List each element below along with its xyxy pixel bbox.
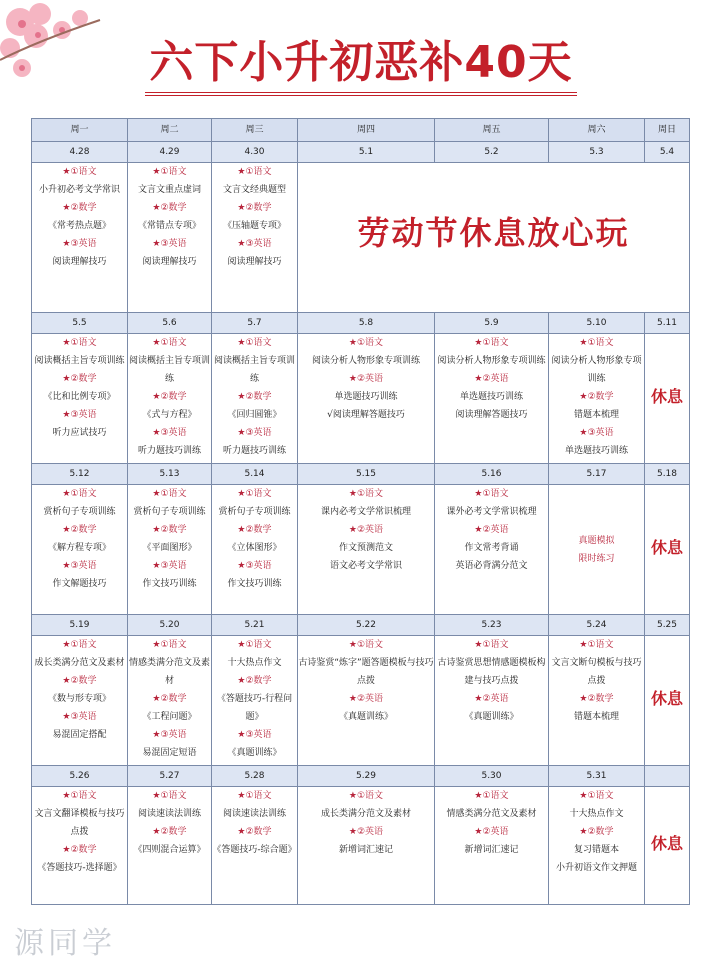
task-line: 文言文断句模板与技巧点拨: [551, 658, 642, 686]
task-line: 错题本梳理: [573, 410, 619, 420]
task-line: ★②英语: [348, 827, 384, 837]
holiday-cell: [298, 163, 690, 313]
task-line: 易混固定短语: [142, 748, 197, 758]
day-cell: [298, 485, 435, 615]
day-cell: [32, 163, 128, 313]
task-line: 课内必考文学常识梳理: [320, 507, 411, 517]
rest-label: 休息: [650, 834, 683, 853]
header-tue: 周二: [128, 119, 212, 142]
day-cell: [128, 787, 212, 905]
task-line: 十大热点作文: [569, 809, 624, 819]
task-row: [32, 787, 690, 905]
task-line: 阅读理解答题技巧: [455, 410, 528, 420]
task-line: ★①语文: [579, 791, 614, 801]
day-cell: [298, 787, 435, 905]
task-line: ★②数学: [152, 203, 187, 213]
task-line: ★②数学: [62, 374, 97, 384]
date-cell: 5.2: [435, 142, 549, 163]
task-line: ★②英语: [474, 374, 509, 384]
task-line: ★②数学: [579, 694, 614, 704]
task-line: ★②数学: [152, 525, 187, 535]
task-line: ★②数学: [62, 525, 97, 535]
date-cell: 5.5: [32, 313, 128, 334]
date-cell: 5.15: [298, 464, 435, 485]
day-cell: [32, 485, 128, 615]
task-line: ★③英语: [152, 239, 187, 249]
task-line: 古诗鉴赏“炼字”题答题模板与技巧点拨: [298, 658, 434, 686]
task-line: ★③英语: [62, 712, 97, 722]
day-cell: [128, 636, 212, 766]
task-line: 《式与方程》: [142, 410, 197, 420]
day-cell: [435, 787, 549, 905]
task-line: 文言文重点虚词: [137, 185, 201, 195]
date-cell: 5.31: [549, 766, 645, 787]
rest-label: 休息: [650, 538, 683, 557]
task-line: 阅读理解技巧: [52, 257, 107, 267]
day-cell: [32, 636, 128, 766]
task-line: 单选题技巧训练: [459, 392, 523, 402]
task-line: ★①语文: [474, 489, 509, 499]
day-cell: [549, 636, 645, 766]
sunday-rest-cell: [645, 334, 690, 464]
task-line: 阅读分析人物形象专项训练: [551, 356, 642, 384]
task-line: ★②数学: [237, 676, 272, 686]
date-cell: 5.6: [128, 313, 212, 334]
task-line: 阅读理解技巧: [227, 257, 282, 267]
task-line: 《答题技巧-行程问题》: [216, 694, 293, 722]
task-line: 阅读速读法训练: [137, 809, 201, 819]
header-wed: 周三: [212, 119, 298, 142]
task-line: ★①语文: [62, 791, 97, 801]
date-cell: 5.30: [435, 766, 549, 787]
date-cell: 5.20: [128, 615, 212, 636]
task-line: ★③英语: [62, 410, 97, 420]
task-line: ★②数学: [579, 392, 614, 402]
date-cell: 5.8: [298, 313, 435, 334]
task-line: ★①语文: [237, 167, 272, 177]
task-line: ★②数学: [237, 525, 272, 535]
task-line: ★③英语: [579, 428, 614, 438]
date-cell: 5.3: [549, 142, 645, 163]
task-line: ★②数学: [152, 392, 187, 402]
date-cell: 5.10: [549, 313, 645, 334]
schedule-table: [31, 118, 690, 905]
task-line: 作文预测范文: [338, 543, 393, 553]
task-line: ★①语文: [579, 640, 614, 650]
task-line: ★①语文: [152, 338, 187, 348]
task-line: 作文技巧训练: [227, 579, 282, 589]
date-row: [32, 142, 690, 163]
sunday-rest-cell: [645, 485, 690, 615]
date-cell: 5.4: [645, 142, 690, 163]
day-cell: [549, 485, 645, 615]
date-cell: 5.14: [212, 464, 298, 485]
task-line: 新增词汇速记: [464, 845, 519, 855]
date-cell: 4.30: [212, 142, 298, 163]
task-line: ★①语文: [62, 640, 97, 650]
date-cell: 5.13: [128, 464, 212, 485]
task-line: 听力题技巧训练: [137, 446, 201, 456]
task-line: 阅读分析人物形象专项训练: [437, 356, 546, 366]
day-cell: [435, 485, 549, 615]
task-line: ★③英语: [237, 730, 272, 740]
day-cell: [212, 334, 298, 464]
task-line: √阅读理解答题技巧: [327, 410, 405, 420]
task-line: 英语必背满分范文: [455, 561, 528, 571]
task-line: ★①语文: [237, 489, 272, 499]
task-line: 《数与形专项》: [47, 694, 111, 704]
date-cell: 5.23: [435, 615, 549, 636]
date-cell: 5.1: [298, 142, 435, 163]
task-line: 《常考热点题》: [47, 221, 111, 231]
weekday-header-row: [32, 119, 690, 142]
task-line: 复习错题本: [573, 845, 619, 855]
sunday-rest-cell: [645, 787, 690, 905]
date-cell: 5.21: [212, 615, 298, 636]
date-cell: 5.19: [32, 615, 128, 636]
task-line: 情感类满分范文及素材: [446, 809, 537, 819]
task-line: 成长类满分范文及素材: [34, 658, 125, 668]
task-line: 《答题技巧-综合题》: [212, 845, 297, 855]
task-line: 听力应试技巧: [52, 428, 107, 438]
task-line: ★②英语: [474, 827, 509, 837]
date-cell: 5.18: [645, 464, 690, 485]
date-row: [32, 766, 690, 787]
task-line: ★③英语: [152, 428, 187, 438]
rest-label: 休息: [650, 387, 683, 406]
task-line: ★①语文: [474, 338, 509, 348]
task-line: ★②英语: [474, 525, 509, 535]
date-cell: 5.11: [645, 313, 690, 334]
task-line: 赏析句子专项训练: [133, 507, 206, 517]
task-line: 情感类满分范文及素材: [128, 658, 210, 686]
date-cell: 5.27: [128, 766, 212, 787]
day-cell: [298, 636, 435, 766]
watermark: 源同学: [14, 926, 116, 961]
task-line: ★①语文: [152, 167, 187, 177]
task-line: ★①语文: [152, 640, 187, 650]
task-line: 作文解题技巧: [52, 579, 107, 589]
task-line: ★②英语: [348, 525, 384, 535]
day-cell: [549, 334, 645, 464]
holiday-text: 劳动节休息放心玩: [357, 214, 630, 252]
task-line: 文言文经典题型: [222, 185, 286, 195]
task-line: ★②数学: [62, 676, 97, 686]
task-line: 《回归圆锥》: [227, 410, 282, 420]
task-line: 《立体图形》: [227, 543, 282, 553]
date-cell: 5.26: [32, 766, 128, 787]
task-line: 小升初语文作文押题: [555, 863, 637, 873]
date-cell-empty: [645, 766, 690, 787]
task-line: 小升初必考文学常识: [38, 185, 120, 195]
task-line: ★②英语: [348, 694, 384, 704]
date-cell: 5.24: [549, 615, 645, 636]
day-cell: [32, 787, 128, 905]
task-line: 作文常考背诵: [464, 543, 519, 553]
task-line: 作文技巧训练: [142, 579, 197, 589]
page-title: 六下小升初恶补40天: [145, 36, 576, 96]
task-line: 《工程问题》: [142, 712, 197, 722]
day-cell: [549, 787, 645, 905]
header-fri: 周五: [435, 119, 549, 142]
task-line: ★①语文: [237, 338, 272, 348]
task-line: ★①语文: [237, 791, 272, 801]
task-line: ★①语文: [62, 338, 97, 348]
day-cell: [128, 163, 212, 313]
task-line: 新增词汇速记: [338, 845, 393, 855]
day-cell: [212, 787, 298, 905]
task-line: 阅读理解技巧: [142, 257, 197, 267]
task-line: ★①语文: [348, 791, 384, 801]
day-cell: [212, 636, 298, 766]
task-line: 《解方程专项》: [47, 543, 111, 553]
task-line: ★②数学: [237, 827, 272, 837]
task-line: 听力题技巧训练: [222, 446, 286, 456]
task-line: 阅读速读法训练: [222, 809, 286, 819]
task-line: ★①语文: [152, 791, 187, 801]
task-row: [32, 485, 690, 615]
task-line: 课外必考文学常识梳理: [446, 507, 537, 517]
task-line: 阅读概括主旨专项训练: [128, 356, 210, 384]
day-cell: [212, 163, 298, 313]
date-cell: 5.17: [549, 464, 645, 485]
task-row: [32, 334, 690, 464]
task-line: 《比和比例专项》: [43, 392, 116, 402]
task-line: ★②数学: [62, 845, 97, 855]
date-cell: 4.29: [128, 142, 212, 163]
day-cell: [212, 485, 298, 615]
task-line: 《四则混合运算》: [133, 845, 206, 855]
task-line: 错题本梳理: [573, 712, 619, 722]
task-line: 阅读概括主旨专项训练: [213, 356, 295, 384]
header-sat: 周六: [549, 119, 645, 142]
header-mon: 周一: [32, 119, 128, 142]
task-line: ★①语文: [348, 640, 384, 650]
task-line: ★①语文: [348, 338, 384, 348]
task-line: 阅读分析人物形象专项训练: [311, 356, 420, 366]
task-line: ★①语文: [474, 640, 509, 650]
task-line: 单选题技巧训练: [564, 446, 628, 456]
task-line: 单选题技巧训练: [334, 392, 398, 402]
date-cell: 5.28: [212, 766, 298, 787]
task-line: 《压轴题专项》: [222, 221, 286, 231]
task-line: 阅读概括主旨专项训练: [34, 356, 125, 366]
task-line: ★②数学: [237, 203, 272, 213]
date-cell: 5.7: [212, 313, 298, 334]
task-line: ★②数学: [152, 827, 187, 837]
task-line: ★③英语: [62, 561, 97, 571]
task-line: ★③英语: [152, 561, 187, 571]
task-line: ★①语文: [348, 489, 384, 499]
task-line: ★①语文: [62, 489, 97, 499]
task-line: ★③英语: [237, 239, 272, 249]
date-cell: 4.28: [32, 142, 128, 163]
task-line: ★②数学: [237, 392, 272, 402]
task-line: ★②数学: [579, 827, 614, 837]
day-cell: [435, 636, 549, 766]
task-line: 真题模拟: [578, 535, 615, 546]
date-row: [32, 313, 690, 334]
task-line: 成长类满分范文及素材: [320, 809, 411, 819]
day-cell: [32, 334, 128, 464]
date-cell: 5.29: [298, 766, 435, 787]
task-line: ★③英语: [237, 428, 272, 438]
task-line: ★②英语: [474, 694, 509, 704]
task-line: ★③英语: [62, 239, 97, 249]
sunday-rest-cell: [645, 636, 690, 766]
task-line: 古诗鉴赏思想情感题模板构建与技巧点拨: [437, 658, 546, 686]
task-row: [32, 636, 690, 766]
task-line: 文言文翻译模板与技巧点拨: [34, 809, 125, 837]
task-line: ★③英语: [152, 730, 187, 740]
header-thu: 周四: [298, 119, 435, 142]
day-cell: [298, 334, 435, 464]
task-line: ★②数学: [152, 694, 187, 704]
task-line: 《真题训练》: [464, 712, 519, 722]
date-cell: 5.16: [435, 464, 549, 485]
task-line: 《答题技巧-选择题》: [37, 863, 122, 873]
task-line: 限时练习: [578, 553, 615, 564]
task-row: [32, 163, 690, 313]
day-cell: [128, 485, 212, 615]
date-row: [32, 464, 690, 485]
date-cell: 5.12: [32, 464, 128, 485]
day-cell: [128, 334, 212, 464]
task-line: 赏析句子专项训练: [43, 507, 116, 517]
task-line: ★③英语: [237, 561, 272, 571]
task-line: 易混固定搭配: [52, 730, 107, 740]
date-cell: 5.9: [435, 313, 549, 334]
date-cell: 5.22: [298, 615, 435, 636]
rest-label: 休息: [650, 689, 683, 708]
task-line: 《常错点专项》: [137, 221, 201, 231]
task-line: 《平面图形》: [142, 543, 197, 553]
day-cell: [435, 334, 549, 464]
task-line: ★①语文: [237, 640, 272, 650]
task-line: ★①语文: [62, 167, 97, 177]
task-line: 《真题训练》: [227, 748, 282, 758]
date-cell: 5.25: [645, 615, 690, 636]
task-line: ★①语文: [152, 489, 187, 499]
task-line: 《真题训练》: [338, 712, 393, 722]
header-sun: 周日: [645, 119, 690, 142]
task-line: ★①语文: [579, 338, 614, 348]
task-line: 十大热点作文: [227, 658, 282, 668]
task-line: ★②数学: [62, 203, 97, 213]
task-line: 赏析句子专项训练: [218, 507, 291, 517]
task-line: ★①语文: [474, 791, 509, 801]
task-line: ★②英语: [348, 374, 384, 384]
date-row: [32, 615, 690, 636]
task-line: 语文必考文学常识: [329, 561, 402, 571]
